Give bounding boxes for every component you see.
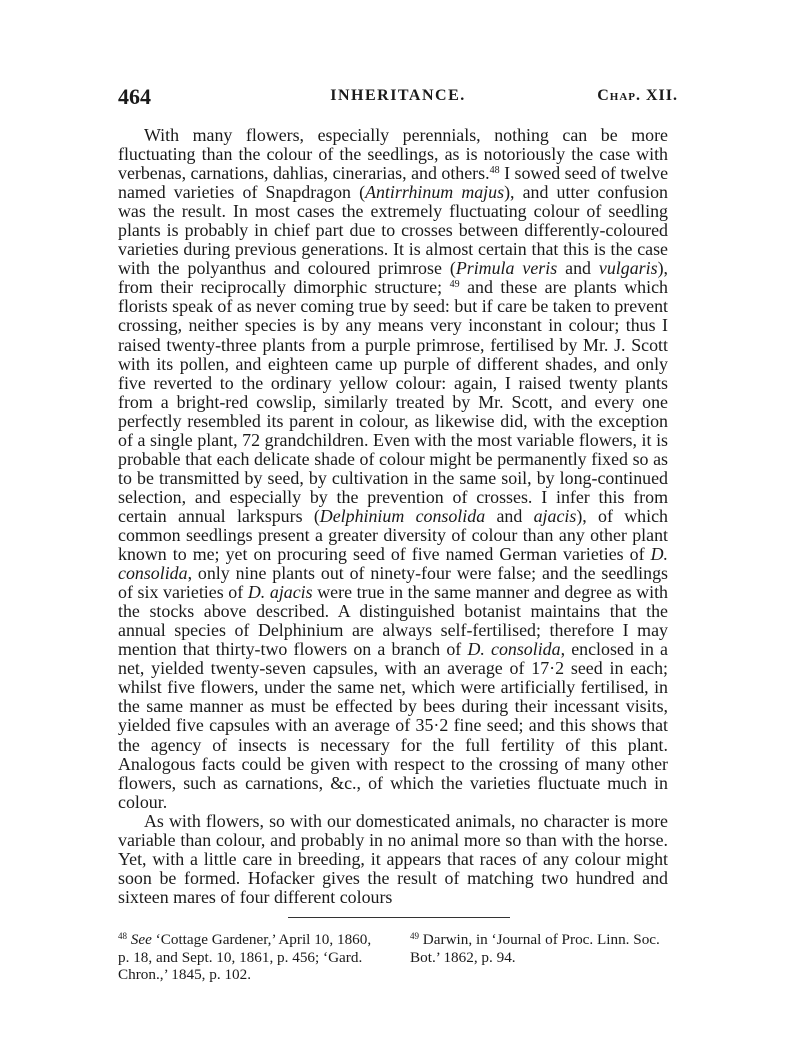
italic-text: D. consolida [118,544,668,584]
text-run: , enclosed in a net, yielded twenty-seven capsules, with an average of 17·2 seed in each; whilst five flowers, under the same net, which were artificially fertilised, in the same manner as must be effected by bees during their incessant visits, yielded five capsules with an average of 35·2 fine seed; and this shows that the agency of insects is necessary for the full fertility of this plant. Analogous facts could be given with respect to the crossing of many other flowers, such as carnations, &c., of which the varieties fluctuate much in colour. [118,639,669,812]
italic-text: D. consolida [467,639,561,660]
body-text [118,126,668,907]
italic-text: Primula veris [455,258,558,279]
text-run: , only nine plants out of ninety-four were false; and the seedlings of six varieties of [118,563,668,603]
italic-text: D. ajacis [247,582,313,603]
italic-text: ajacis [533,505,577,526]
text-run: I sowed seed of twelve named varieties of Snapdragon ( [118,163,669,203]
text-run: and [557,258,599,279]
text-run: ), and utter confusion was the result. In most cases the extremely fluctuating colour of seedling plants is probably in chief part due to crosses between differently-coloured varieties during previous generations. It is almost certain that this is the case with the polyanthus and coloured primrose ( [118,182,669,279]
text-run: ), of which common seedlings present a greater diversity of colour than any other plant known to me; yet on procuring seed of five named German varieties of [118,505,668,565]
footnote-ref: 49 [449,279,460,291]
text-run: ‘Cottage Gardener,’ April 10, 1860, p. 18, and Sept. 10, 1861, p. 456; ‘Gard. Chron.,’ 1845, p. 102. [118,931,372,983]
footnote-rule [288,917,510,918]
text-run: With many flowers, especially perennials, nothing can be more fluctuating than the colour of the seedlings, as is notoriously the case with verbenas, carnations, dahlias, cinerarias, and others. [118,125,668,184]
footnote-49 [410,931,668,966]
footnote-ref: 48 [489,165,500,177]
page-number: 464 [118,84,151,109]
footnote-ref: 48 [118,931,127,941]
footnote-48 [118,931,380,984]
italic-text: See [130,931,152,948]
footnote-ref: 49 [410,931,419,941]
running-head [118,84,678,108]
text-run: were true in the same manner and degree as with the stocks above described. A distinguished botanist maintains that the annual species of Delphinium are always self-fertilised; therefore I may mention that thirty-two flowers on a branch of [118,582,668,660]
paragraph [118,812,668,907]
text-run: As with flowers, so with our domesticated animals, no character is more variable than colour, and probably in no animal more so than with the horse. Yet, with a little care in breeding, it appears that races of any colour might soon be formed. Hofacker gives the result of matching two hundred and sixteen mares of four different colours [118,810,668,907]
footnotes [118,931,668,991]
italic-text: vulgaris [598,258,658,279]
paragraph [118,126,668,812]
chapter-label: Chap. XII. [597,87,678,104]
text-run: Darwin, in ‘Journal of Proc. Linn. Soc. Bot.’ 1862, p. 94. [410,931,660,966]
running-title: INHERITANCE. [330,87,466,104]
text-run: and these are plants which florists speak of as never coming true by seed: but if care be taken to prevent crossing, neither species is by any means very inconstant in colour; thus I raised twenty-three plants from a purple primrose, fertilised by Mr. J. Scott with its pollen, and eighteen came up purple of different shades, and only five reverted to the ordinary yellow colour: again, I raised twenty plants from a bright-red cowslip, similarly treated by Mr. Scott, and every one perfectly resembled its parent in colour, as likewise did, with the exception of a single plant, 72 grandchildren. Even with the most variable flowers, it is probable that each delicate shade of colour might be permanently fixed so as to be transmitted by seed, by cultivation in the same soil, by long-continued selection, and especially by the prevention of crosses. I infer this from certain annual larkspurs ( [118,277,668,526]
italic-text: Antirrhinum majus [365,182,505,203]
italic-text: Delphinium consolida [319,505,486,526]
text-run: ), from their reciprocally dimorphic structure; [118,258,668,298]
text-run: and [485,505,534,526]
